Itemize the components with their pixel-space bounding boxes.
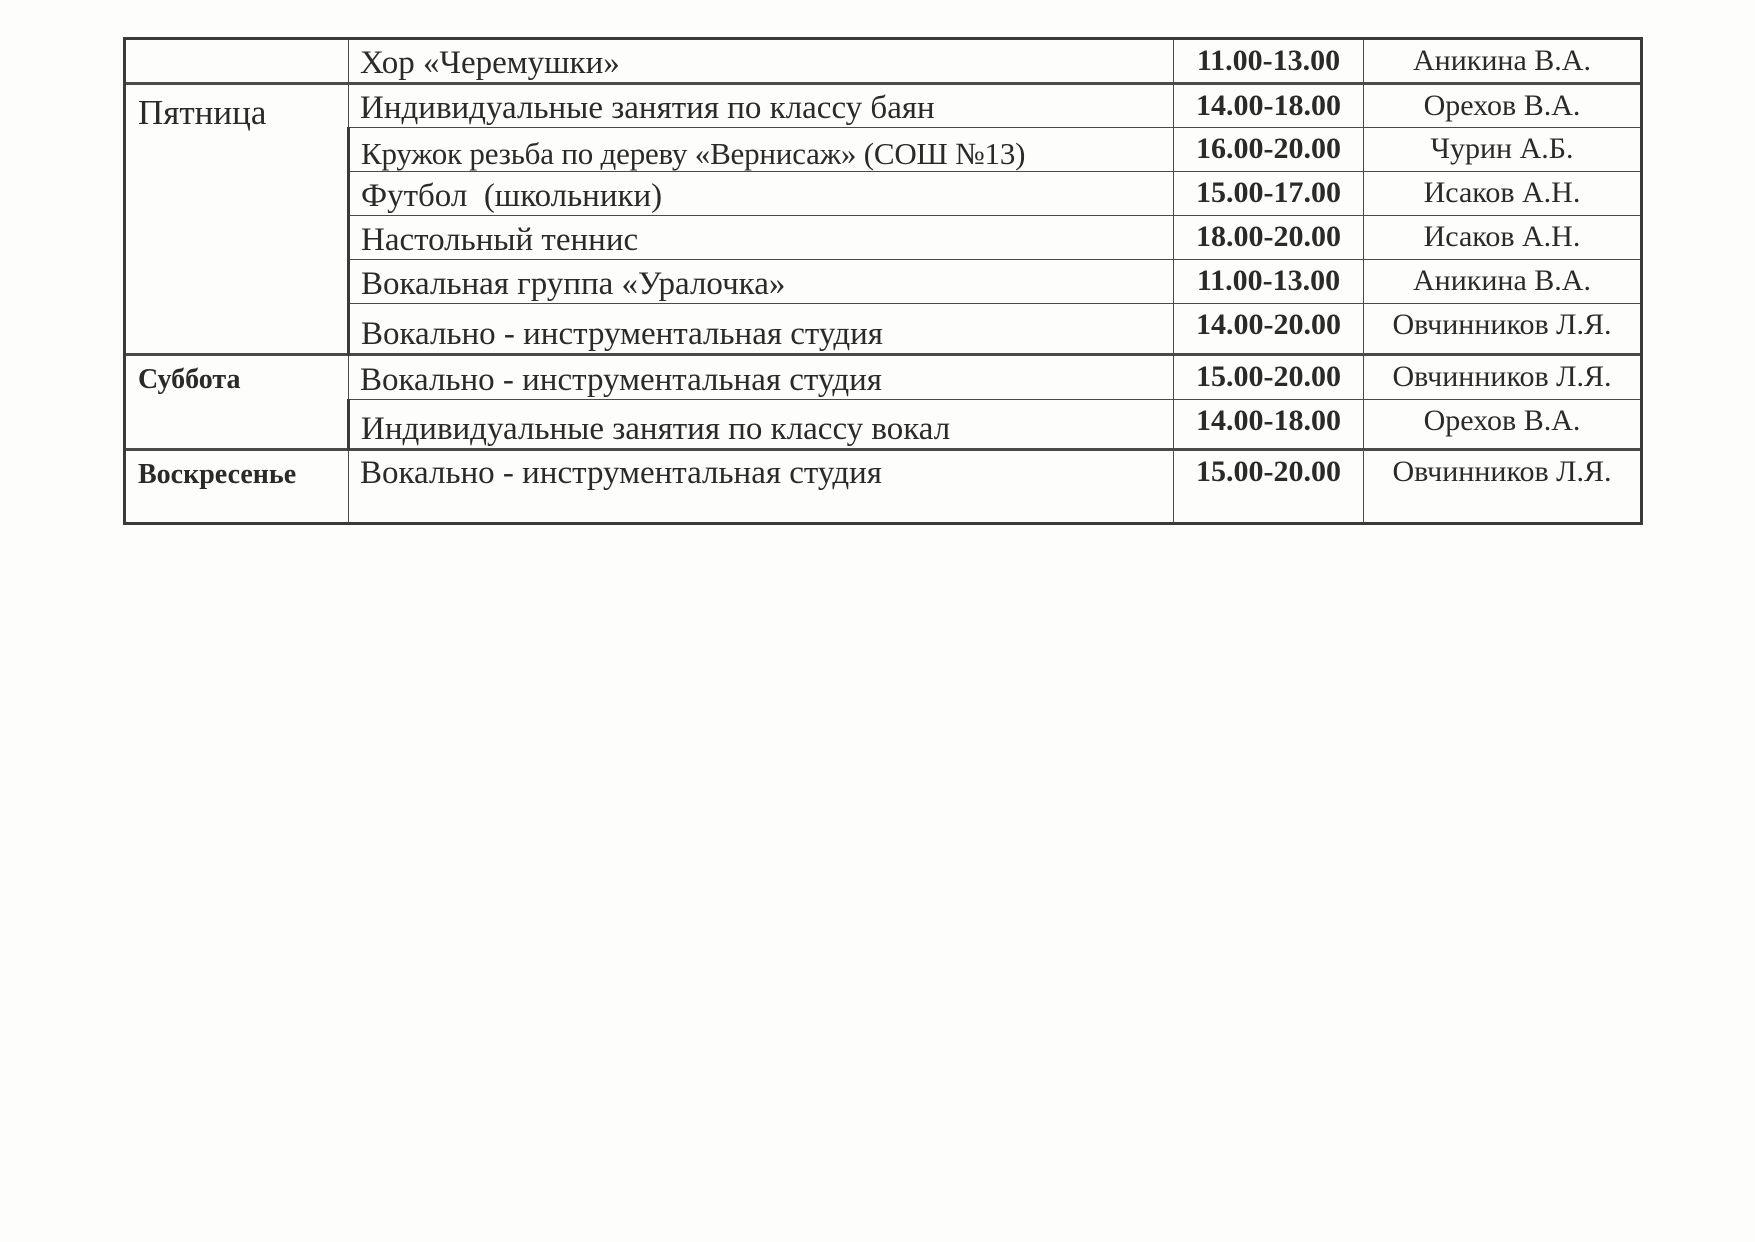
instructor-cell: Исаков А.Н. (1364, 172, 1642, 216)
time-cell: 14.00-18.00 (1174, 84, 1364, 128)
instructor-cell: Аникина В.А. (1364, 39, 1642, 84)
day-saturday: Суббота (125, 354, 349, 449)
instructor-cell: Овчинников Л.Я. (1364, 354, 1642, 399)
schedule-table (123, 37, 1643, 525)
instructor-cell: Аникина В.А. (1364, 260, 1642, 304)
instructor-cell: Чурин А.Б. (1364, 128, 1642, 172)
time-cell: 18.00-20.00 (1174, 216, 1364, 260)
time-cell: 15.00-17.00 (1174, 172, 1364, 216)
table-row (125, 128, 1642, 172)
table-row (125, 304, 1642, 354)
activity-cell: Вокально - инструментальная студия (349, 449, 1174, 523)
day-cell-empty (125, 39, 349, 84)
activity-cell: Индивидуальные занятия по классу вокал (349, 399, 1174, 449)
instructor-cell: Овчинников Л.Я. (1364, 304, 1642, 354)
time-cell: 15.00-20.00 (1174, 449, 1364, 523)
activity-cell: Кружок резьба по дереву «Вернисаж» (СОШ №13) (349, 128, 1174, 172)
time-cell: 15.00-20.00 (1174, 354, 1364, 399)
instructor-cell: Овчинников Л.Я. (1364, 449, 1642, 523)
day-friday: Пятница (125, 84, 349, 354)
instructor-cell: Орехов В.А. (1364, 399, 1642, 449)
table-row (125, 260, 1642, 304)
day-sunday: Воскресенье (125, 449, 349, 523)
time-cell: 16.00-20.00 (1174, 128, 1364, 172)
table-row (125, 216, 1642, 260)
activity-cell: Настольный теннис (349, 216, 1174, 260)
activity-cell: Хор «Черемушки» (349, 39, 1174, 84)
instructor-cell: Исаков А.Н. (1364, 216, 1642, 260)
time-cell: 11.00-13.00 (1174, 39, 1364, 84)
table-row (125, 84, 1642, 128)
table-row (125, 354, 1642, 399)
table-row (125, 399, 1642, 449)
activity-cell: Индивидуальные занятия по классу баян (349, 84, 1174, 128)
activity-cell: Футбол (школьники) (349, 172, 1174, 216)
table-row (125, 172, 1642, 216)
time-cell: 11.00-13.00 (1174, 260, 1364, 304)
activity-cell: Вокально - инструментальная студия (349, 354, 1174, 399)
table-row (125, 39, 1642, 84)
time-cell: 14.00-20.00 (1174, 304, 1364, 354)
instructor-cell: Орехов В.А. (1364, 84, 1642, 128)
time-cell: 14.00-18.00 (1174, 399, 1364, 449)
activity-cell: Вокально - инструментальная студия (349, 304, 1174, 354)
activity-cell: Вокальная группа «Уралочка» (349, 260, 1174, 304)
table-row (125, 449, 1642, 523)
